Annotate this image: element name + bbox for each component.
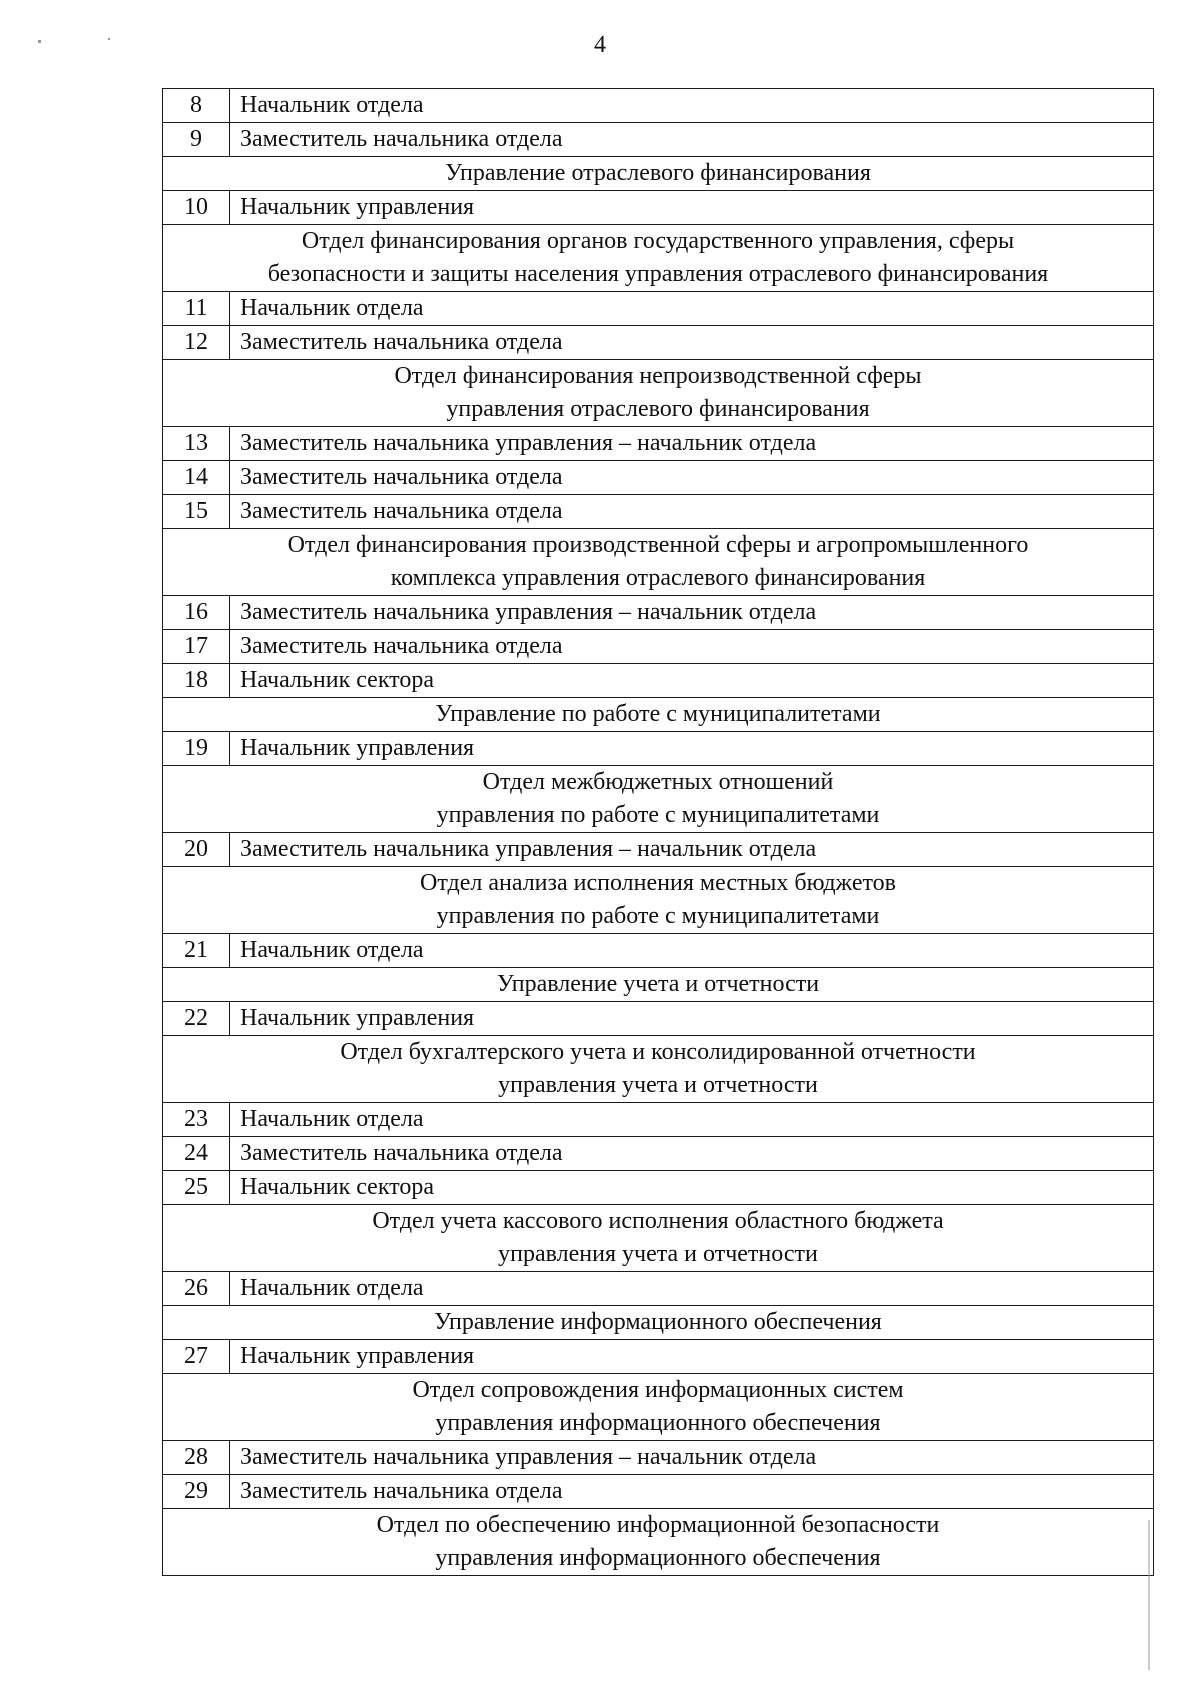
section-heading-row bbox=[163, 1374, 1154, 1441]
row-number: 28 bbox=[163, 1441, 230, 1475]
table-row bbox=[163, 1002, 1154, 1036]
table-row bbox=[163, 1137, 1154, 1171]
table-row bbox=[163, 461, 1154, 495]
row-number: 17 bbox=[163, 630, 230, 664]
position-title: Начальник отдела bbox=[230, 292, 1154, 326]
row-number: 23 bbox=[163, 1103, 230, 1137]
section-heading-row bbox=[163, 1509, 1154, 1576]
row-number: 13 bbox=[163, 427, 230, 461]
row-number: 21 bbox=[163, 934, 230, 968]
table-row bbox=[163, 495, 1154, 529]
positions-table-body bbox=[163, 89, 1154, 1576]
section-heading-line: управления информационного обеспечения bbox=[435, 1545, 881, 1571]
section-heading-row bbox=[163, 766, 1154, 833]
section-heading-line: Отдел финансирования непроизводственной сферы bbox=[394, 363, 922, 389]
section-heading-row bbox=[163, 1036, 1154, 1103]
section-heading-line: Управление отраслевого финансирования bbox=[445, 160, 871, 186]
position-title: Начальник отдела bbox=[230, 89, 1154, 123]
section-heading-line: Отдел финансирования производственной сферы и агропромышленного bbox=[287, 532, 1029, 558]
position-title: Заместитель начальника управления – начальник отдела bbox=[230, 1441, 1154, 1475]
table-row bbox=[163, 1103, 1154, 1137]
row-number: 19 bbox=[163, 732, 230, 766]
row-number: 16 bbox=[163, 596, 230, 630]
row-number: 10 bbox=[163, 191, 230, 225]
row-number: 25 bbox=[163, 1171, 230, 1205]
section-heading bbox=[163, 1036, 1154, 1103]
section-heading bbox=[163, 698, 1154, 732]
table-row bbox=[163, 630, 1154, 664]
table-row bbox=[163, 123, 1154, 157]
table-row bbox=[163, 1475, 1154, 1509]
section-heading bbox=[163, 157, 1154, 191]
section-heading bbox=[163, 225, 1154, 292]
section-heading bbox=[163, 766, 1154, 833]
table-row bbox=[163, 833, 1154, 867]
row-number: 22 bbox=[163, 1002, 230, 1036]
section-heading bbox=[163, 867, 1154, 934]
position-title: Начальник отдела bbox=[230, 1272, 1154, 1306]
position-title: Заместитель начальника отдела bbox=[230, 326, 1154, 360]
section-heading bbox=[163, 1306, 1154, 1340]
section-heading bbox=[163, 529, 1154, 596]
row-number: 14 bbox=[163, 461, 230, 495]
section-heading-row bbox=[163, 968, 1154, 1002]
table-row bbox=[163, 732, 1154, 766]
section-heading-line: управления отраслевого финансирования bbox=[446, 396, 870, 422]
row-number: 26 bbox=[163, 1272, 230, 1306]
row-number: 11 bbox=[163, 292, 230, 326]
section-heading-line: Отдел межбюджетных отношений bbox=[482, 769, 834, 795]
section-heading bbox=[163, 1509, 1154, 1576]
section-heading bbox=[163, 1374, 1154, 1441]
section-heading-line: Отдел анализа исполнения местных бюджетов bbox=[420, 870, 896, 896]
section-heading-line: Отдел бухгалтерского учета и консолидированной отчетности bbox=[340, 1039, 976, 1065]
table-row bbox=[163, 326, 1154, 360]
row-number: 12 bbox=[163, 326, 230, 360]
section-heading-line: комплекса управления отраслевого финансирования bbox=[390, 565, 926, 591]
section-heading-row bbox=[163, 1205, 1154, 1272]
table-row bbox=[163, 664, 1154, 698]
section-heading-line: управления по работе с муниципалитетами bbox=[436, 903, 880, 929]
position-title: Заместитель начальника управления – начальник отдела bbox=[230, 596, 1154, 630]
table-row bbox=[163, 1272, 1154, 1306]
table-row bbox=[163, 89, 1154, 123]
row-number: 29 bbox=[163, 1475, 230, 1509]
section-heading-row bbox=[163, 360, 1154, 427]
section-heading-row bbox=[163, 698, 1154, 732]
row-number: 18 bbox=[163, 664, 230, 698]
section-heading-line: Управление учета и отчетности bbox=[496, 971, 820, 997]
section-heading-line: управления учета и отчетности bbox=[498, 1072, 818, 1098]
row-number: 24 bbox=[163, 1137, 230, 1171]
position-title: Начальник управления bbox=[230, 191, 1154, 225]
position-title: Заместитель начальника управления – начальник отдела bbox=[230, 833, 1154, 867]
position-title: Начальник отдела bbox=[230, 934, 1154, 968]
section-heading-line: Управление по работе с муниципалитетами bbox=[435, 701, 881, 727]
table-row bbox=[163, 1441, 1154, 1475]
section-heading bbox=[163, 968, 1154, 1002]
position-title: Заместитель начальника отдела bbox=[230, 461, 1154, 495]
position-title: Начальник отдела bbox=[230, 1103, 1154, 1137]
row-number: 20 bbox=[163, 833, 230, 867]
row-number: 8 bbox=[163, 89, 230, 123]
section-heading-line: Отдел финансирования органов государственного управления, сферы bbox=[301, 228, 1015, 254]
row-number: 9 bbox=[163, 123, 230, 157]
section-heading bbox=[163, 360, 1154, 427]
position-title: Начальник управления bbox=[230, 1340, 1154, 1374]
position-title: Заместитель начальника отдела bbox=[230, 630, 1154, 664]
table-row bbox=[163, 596, 1154, 630]
scan-artifact bbox=[108, 38, 110, 40]
position-title: Заместитель начальника отдела bbox=[230, 495, 1154, 529]
position-title: Начальник сектора bbox=[230, 664, 1154, 698]
section-heading-line: управления учета и отчетности bbox=[498, 1241, 818, 1267]
section-heading-line: безопасности и защиты населения управления отраслевого финансирования bbox=[267, 261, 1049, 287]
page-number: 4 bbox=[594, 32, 606, 58]
row-number: 27 bbox=[163, 1340, 230, 1374]
section-heading-row bbox=[163, 529, 1154, 596]
table-row bbox=[163, 1340, 1154, 1374]
section-heading-line: управления по работе с муниципалитетами bbox=[436, 802, 880, 828]
section-heading-row bbox=[163, 867, 1154, 934]
row-number: 15 bbox=[163, 495, 230, 529]
position-title: Заместитель начальника управления – начальник отдела bbox=[230, 427, 1154, 461]
positions-table bbox=[162, 88, 1154, 1576]
position-title: Начальник сектора bbox=[230, 1171, 1154, 1205]
position-title: Начальник управления bbox=[230, 1002, 1154, 1036]
position-title: Заместитель начальника отдела bbox=[230, 123, 1154, 157]
table-row bbox=[163, 1171, 1154, 1205]
scan-artifact bbox=[1148, 1520, 1150, 1670]
table-row bbox=[163, 292, 1154, 326]
section-heading-line: Отдел по обеспечению информационной безопасности bbox=[376, 1512, 940, 1538]
position-title: Заместитель начальника отдела bbox=[230, 1137, 1154, 1171]
scan-artifact bbox=[38, 40, 41, 43]
section-heading bbox=[163, 1205, 1154, 1272]
section-heading-line: Управление информационного обеспечения bbox=[434, 1309, 882, 1335]
section-heading-row bbox=[163, 157, 1154, 191]
section-heading-line: управления информационного обеспечения bbox=[435, 1410, 881, 1436]
table-row bbox=[163, 191, 1154, 225]
section-heading-row bbox=[163, 225, 1154, 292]
section-heading-line: Отдел сопровождения информационных систем bbox=[412, 1377, 904, 1403]
section-heading-row bbox=[163, 1306, 1154, 1340]
position-title: Начальник управления bbox=[230, 732, 1154, 766]
table-row bbox=[163, 934, 1154, 968]
table-row bbox=[163, 427, 1154, 461]
position-title: Заместитель начальника отдела bbox=[230, 1475, 1154, 1509]
section-heading-line: Отдел учета кассового исполнения областного бюджета bbox=[372, 1208, 944, 1234]
